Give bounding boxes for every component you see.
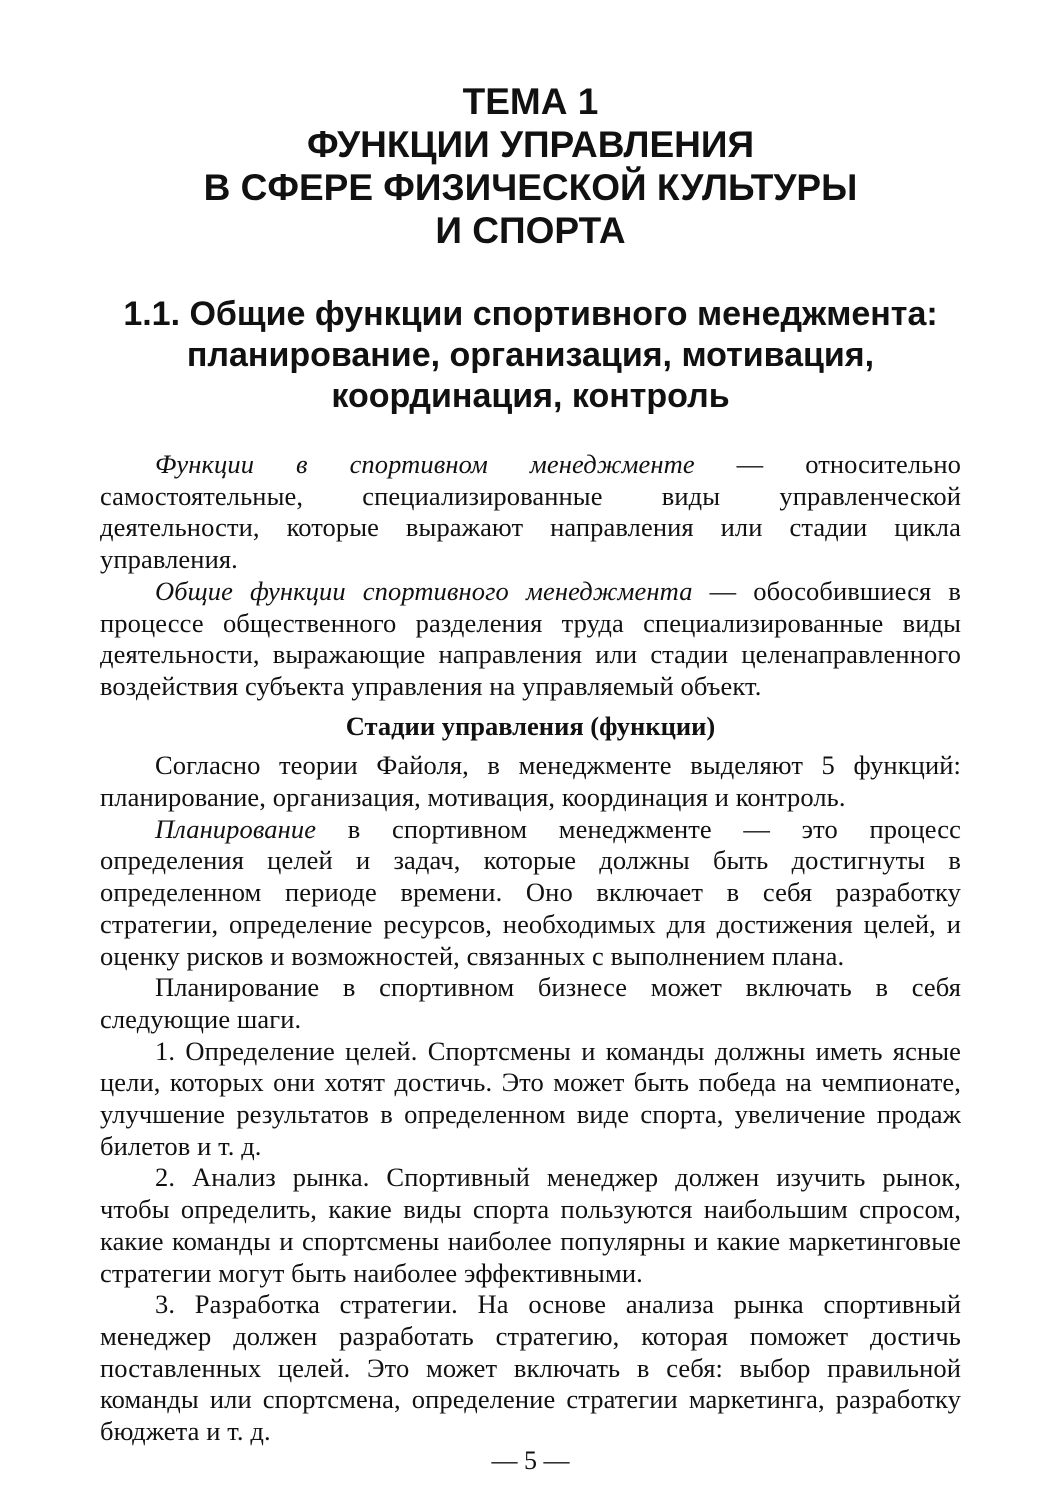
paragraph-definition-general-functions bbox=[100, 576, 961, 703]
section-title-line: 1.1. Общие функции спортивного менеджмента: bbox=[123, 295, 938, 333]
chapter-title-line: ФУНКЦИИ УПРАВЛЕНИЯ bbox=[306, 124, 755, 165]
page-number: — 5 — bbox=[491, 1446, 570, 1475]
paragraph-step-3: 3. Разработка стратегии. На основе анализа рынка спортивный менеджер должен разработать стратегию, которая поможет достичь поставленных целей. Это может включать в себя: выбор правильной команды или спортсмена, определение стратегии маркетинга, разработку бюджета и т. д. bbox=[100, 1289, 961, 1447]
paragraph-planning-definition bbox=[100, 814, 961, 973]
term-italic: Планирование bbox=[155, 813, 317, 844]
paragraph-step-1: 1. Определение целей. Спортсмены и команды должны иметь ясные цели, которых они хотят достичь. Это может быть победа на чемпионате, улучшение результатов в определенном виде спорта, увеличение продаж билетов и т. д. bbox=[100, 1035, 961, 1161]
paragraph-text: — относительно самостоятельные, специализированные виды управленческой деятельности, которые выражают направления или стадии цикла управления. bbox=[100, 449, 961, 575]
chapter-title-line: И СПОРТА bbox=[435, 210, 626, 251]
body-text bbox=[100, 449, 961, 1448]
subheading-management-stages: Стадии управления (функции) bbox=[345, 710, 716, 741]
section-title bbox=[100, 294, 961, 417]
paragraph-definition-functions bbox=[100, 449, 961, 576]
paragraph-text: — обособившиеся в процессе общественного разделения труда специализированные виды деятельности, выражающие направления или стадии целенаправленного воздействия субъекта управления на управляемый объект. bbox=[100, 575, 962, 701]
chapter-title-line: ТЕМА 1 bbox=[462, 81, 599, 122]
section-title-line: координация, контроль bbox=[331, 377, 730, 415]
term-italic: Функции в спортивном менеджменте bbox=[155, 449, 695, 479]
term-italic: Общие функции спортивного менеджмента bbox=[155, 575, 693, 606]
chapter-title-line: В СФЕРЕ ФИЗИЧЕСКОЙ КУЛЬТУРЫ bbox=[203, 167, 858, 208]
paragraph-fayol-theory: Согласно теории Файоля, в менеджменте выделяют 5 функций: планирование, организация, мотивация, координация и контроль. bbox=[100, 750, 961, 813]
section-title-line: планирование, организация, мотивация, bbox=[186, 336, 875, 374]
paragraph-planning-steps-intro: Планирование в спортивном бизнесе может включать в себя следующие шаги. bbox=[100, 972, 961, 1034]
paragraph-step-2: 2. Анализ рынка. Спортивный менеджер должен изучить рынок, чтобы определить, какие виды спорта пользуются наибольшим спросом, какие команды и спортсмены наиболее популярны и какие маркетинговые стратегии могут быть наиболее эффективными. bbox=[100, 1162, 961, 1288]
chapter-title bbox=[100, 80, 961, 252]
paragraph-text: в спортивном менеджменте — это процесс определения целей и задач, которые должны быть достигнуты в определенном периоде времени. Оно включает в себя разработку стратегии, определение ресурсов, необходимых для достижения целей, и оценку рисков и возможностей, связанных с выполнением плана. bbox=[100, 813, 961, 971]
